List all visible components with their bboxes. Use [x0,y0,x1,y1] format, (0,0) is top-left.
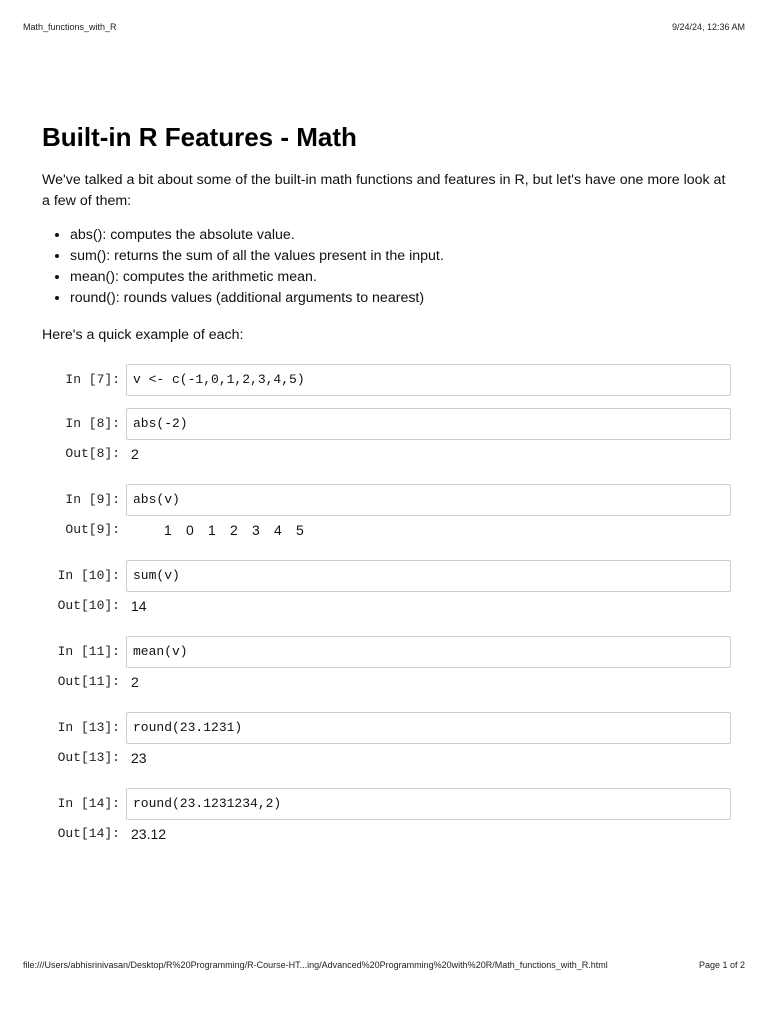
print-datetime: 9/24/24, 12:36 AM [671,22,745,32]
output-value: 23 [131,750,147,766]
vector-element: 1 [208,522,216,538]
output-value: 23.12 [131,826,167,842]
input-cell[interactable] [42,484,732,516]
input-cell[interactable] [42,364,732,396]
vector-element: 4 [274,522,282,538]
output-cell [42,442,732,468]
output-prompt: Out[14]: [57,826,120,841]
list-item: • mean(): computes the arithmetic mean. [70,267,732,288]
code-input[interactable]: mean(v) [126,636,731,668]
output-cell [42,518,732,544]
output-prompt: Out[9]: [65,522,120,537]
vector-element: 1 [164,522,172,538]
input-cell[interactable] [42,560,732,592]
input-cell[interactable] [42,408,732,440]
list-item: • abs(): computes the absolute value. [70,225,732,246]
input-prompt: In [14]: [57,796,120,811]
input-cell[interactable] [42,712,732,744]
code-input[interactable]: abs(v) [126,484,731,516]
input-prompt: In [11]: [57,644,120,659]
output-cell [42,746,732,772]
page-title: Built-in R Features - Math [42,122,357,152]
code-input[interactable]: v <- c(-1,0,1,2,3,4,5) [126,364,731,396]
output-prompt: Out[8]: [65,446,120,461]
output-value: 14 [131,598,147,614]
vector-element: 0 [186,522,194,538]
vector-element: 5 [296,522,304,538]
example-paragraph: Here's a quick example of each: [42,327,244,343]
code-input[interactable]: sum(v) [126,560,731,592]
code-input[interactable]: round(23.1231) [126,712,731,744]
vector-element: 2 [230,522,238,538]
output-cell [42,822,732,848]
input-prompt: In [8]: [65,416,120,431]
intro-paragraph: We've talked a bit about some of the built-in math functions and features in R, but let's have one more look at a few of them: [42,172,726,209]
input-cell[interactable] [42,636,732,668]
print-footer [23,960,745,972]
input-cell[interactable] [42,788,732,820]
output-prompt: Out[10]: [57,598,120,613]
input-prompt: In [10]: [57,568,120,583]
vector-output [164,522,318,538]
code-input[interactable]: abs(-2) [126,408,731,440]
input-prompt: In [9]: [65,492,120,507]
notebook-content [42,120,732,848]
vector-element: 3 [252,522,260,538]
output-cell [42,594,732,620]
function-list [70,225,732,309]
output-value: 2 [131,446,139,462]
input-prompt: In [7]: [65,372,120,387]
code-input[interactable]: round(23.1231234,2) [126,788,731,820]
output-prompt: Out[11]: [57,674,120,689]
print-header [23,22,745,34]
list-item: • round(): rounds values (additional arguments to nearest) [70,288,732,309]
input-prompt: In [13]: [57,720,120,735]
output-prompt: Out[13]: [57,750,120,765]
page-number: Page 1 of 2 [698,960,745,970]
document-name: Math_functions_with_R [23,22,117,32]
output-value: 2 [131,674,139,690]
output-cell [42,670,732,696]
file-path: file:///Users/abhisrinivasan/Desktop/R%20Programming/R-Course-HT...ing/Advanced%20Programming%20with%20R/Math_functions_with_R.html [23,960,608,970]
list-item: • sum(): returns the sum of all the values present in the input. [70,246,732,267]
